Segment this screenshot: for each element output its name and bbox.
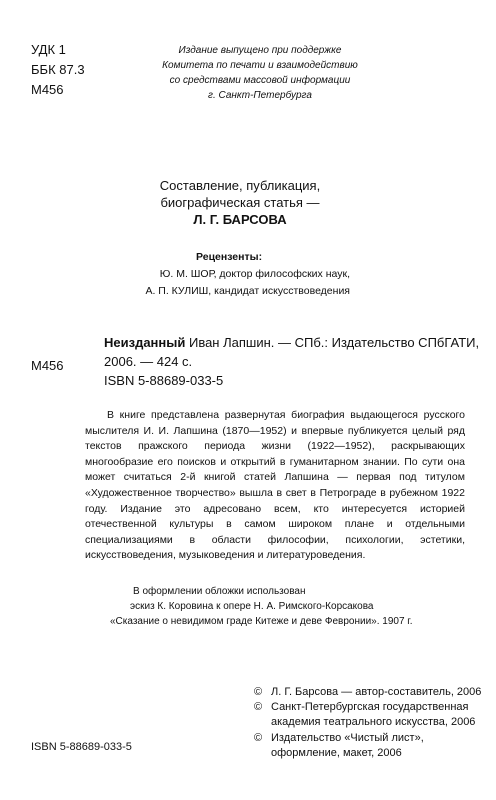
support-note-line: Издание выпущено при поддержке	[178, 45, 342, 56]
compilation-line: Составление, публикация,	[159, 178, 321, 193]
cover-note	[90, 584, 413, 629]
biblio-line	[104, 333, 479, 352]
copyright-text: академия театрального искусства, 2006	[271, 716, 476, 729]
reviewer-item: А. П. КУЛИШ, кандидат искусствоведения	[145, 285, 350, 297]
book-abstract: В книге представлена развернутая биография выдающегося русского мыслителя И. И. Лапшина (1870—1952) и впервые публикуется целый ряд текстов пражского периода жизни (1922—1952), раскрывающих многообразие его поисков и открытий в гуманитарном знании. По сути она может считаться 2-й книгой статей Лапшина — первая под титулом «Художественное творчество» вышла в свет в Петрограде в рубежном 1922 году. Издание это адресовано всем, кто интересуется историей отечественной культуры в самом широком плане и отдельными специализациями в области философии, психологии, эстетики, искусствоведения, музыковедения и литературоведения.	[85, 409, 465, 562]
support-note-line: со средствами массовой информации	[169, 75, 351, 86]
cover-note-line: «Сказание о невидимом граде Китеже и деве Февронии». 1907 г.	[110, 616, 413, 627]
compilation-line: биографическая статья —	[160, 195, 320, 210]
copyright-icon: ©	[254, 686, 263, 698]
copyright-block	[254, 685, 481, 761]
copyright-item	[254, 700, 481, 715]
bbk-code: ББК 87.3	[31, 62, 85, 77]
compilation-credit	[120, 177, 360, 228]
support-note-line: Комитета по печати и взаимодействию	[162, 60, 358, 71]
reviewer-item: Ю. М. ШОР, доктор философских наук,	[159, 268, 350, 280]
reviewers-label-block	[196, 249, 262, 266]
biblio-pages: 2006. — 424 с.	[104, 354, 193, 369]
udk-code: УДК 1	[31, 42, 66, 57]
copyright-text: Санкт-Петербургская государственная	[271, 701, 469, 714]
biblio-author-mark: М456	[31, 358, 64, 373]
bibliographic-entry	[104, 333, 479, 390]
reviewers-list	[0, 266, 350, 300]
copyright-icon: ©	[254, 701, 263, 714]
isbn-footer: ISBN 5-88689-033-5	[31, 741, 132, 753]
copyright-text: Издательство «Чистый лист»,	[271, 731, 424, 744]
cover-note-line: В оформлении обложки использован	[133, 586, 306, 597]
biblio-publisher: Иван Лапшин. — СПб.: Издательство СПбГАТИ,	[185, 335, 480, 350]
copyright-text: Л. Г. Барсова — автор-составитель, 2006	[271, 686, 482, 698]
copyright-item	[254, 731, 481, 746]
copyright-item	[254, 685, 481, 700]
compiler-name: Л. Г. БАРСОВА	[193, 212, 287, 227]
biblio-isbn: ISBN 5-88689-033-5	[104, 373, 224, 388]
copyright-icon: ©	[254, 731, 263, 744]
support-note-line: г. Санкт-Петербурга	[208, 90, 312, 101]
copyright-text: оформление, макет, 2006	[271, 746, 402, 759]
support-note	[150, 43, 370, 103]
book-title: Неизданный	[104, 335, 186, 350]
cover-note-line: эскиз К. Коровина к опере Н. А. Римского-Корсакова	[130, 601, 374, 612]
classification-codes	[31, 40, 85, 100]
reviewers-label: Рецензенты:	[196, 251, 263, 263]
author-mark: М456	[31, 82, 64, 97]
